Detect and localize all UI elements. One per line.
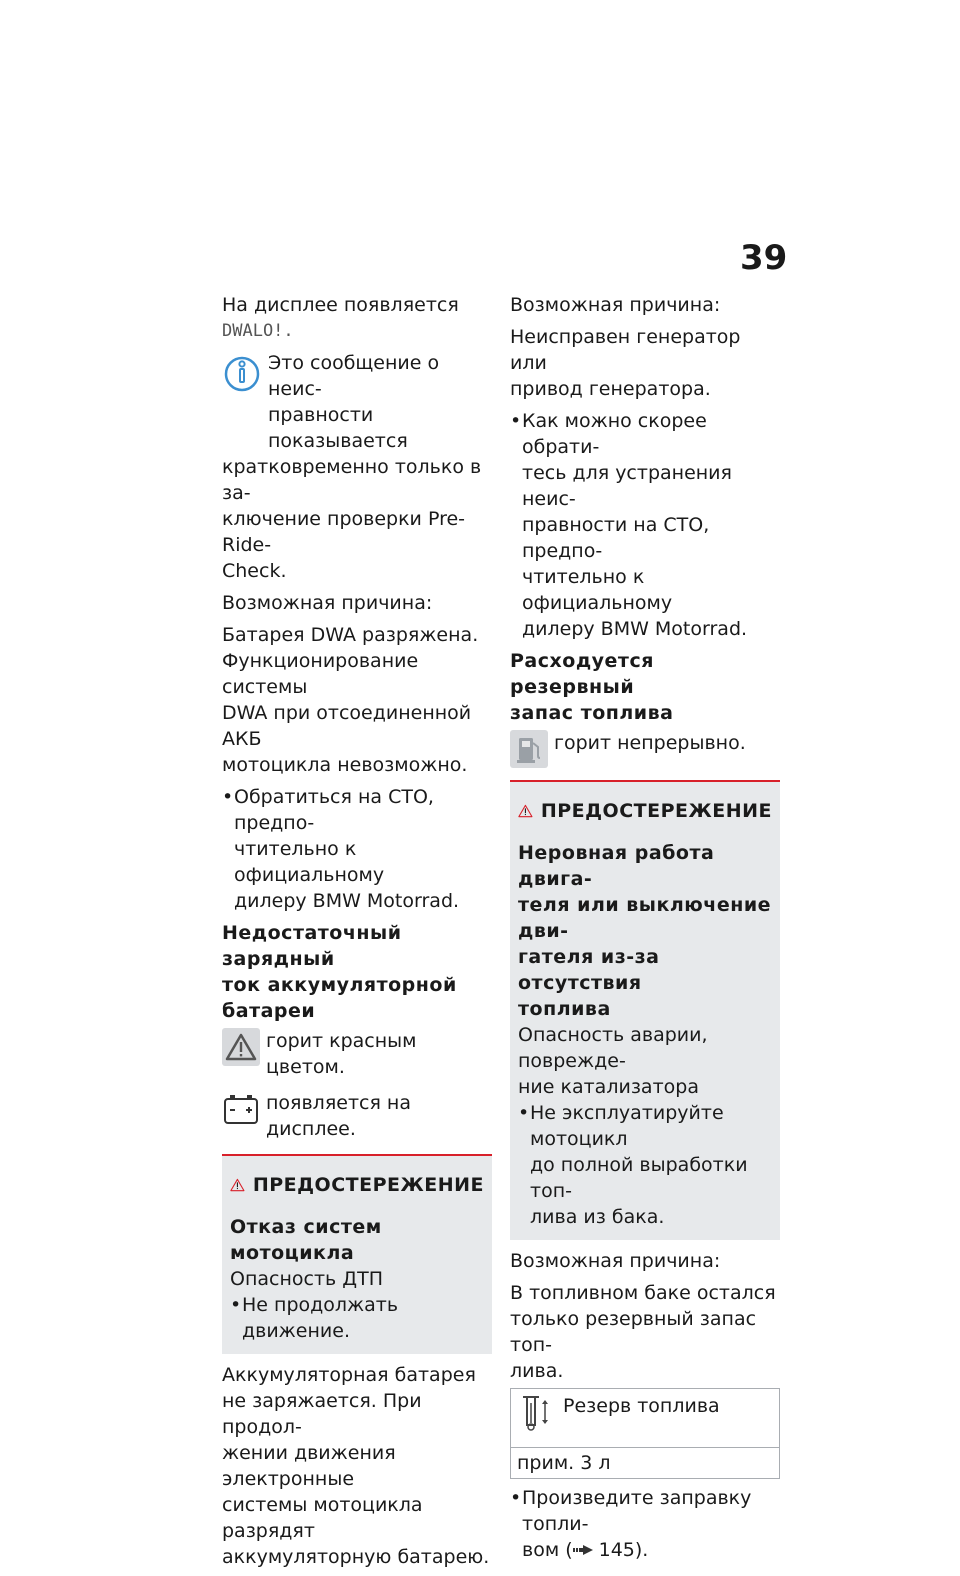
warning-action <box>518 1100 772 1230</box>
cause-line: Батарея DWA разряжена. <box>222 624 479 646</box>
spec-value: прим. 3 л <box>517 1452 611 1474</box>
cause-label: Возможная причина: <box>510 294 721 316</box>
cause-line: лива. <box>510 1360 564 1382</box>
bullet-line: • Произведите заправку топли- <box>522 1487 752 1535</box>
warning-label: ПРЕДОСТЕРЕЖЕНИЕ <box>540 800 772 822</box>
right-column <box>510 292 780 1569</box>
tail-line: системы мотоцикла разрядят <box>222 1494 423 1542</box>
bullet-line: правности на СТО, предпо- <box>522 514 710 562</box>
text-fragment: ). <box>634 1539 649 1561</box>
bullet-item <box>510 408 780 642</box>
cause-text <box>222 622 492 778</box>
bullet-line: чтительно к официальному <box>522 566 673 614</box>
cause-label: Возможная причина: <box>510 1250 721 1272</box>
subtitle-line: теля или выключение дви- <box>518 894 772 942</box>
tail-line: жении движения электронные <box>222 1442 396 1490</box>
subtitle-line: топлива <box>518 998 611 1020</box>
info-icon <box>222 350 262 398</box>
bullet-line: чтительно к официальному <box>234 838 385 886</box>
bullet-item <box>510 1485 780 1563</box>
cause-line: мотоцикла невозможно. <box>222 754 468 776</box>
bullet-line: тесь для устранения неис- <box>522 462 732 510</box>
warning-title <box>518 796 772 826</box>
heading-line: Расходуется резервный <box>510 650 654 698</box>
bullet-line: дилеру BMW Motorrad. <box>522 618 748 640</box>
cause-label: Возможная причина: <box>222 592 433 614</box>
warning-hazard <box>518 1022 772 1100</box>
warning-light-row <box>222 1028 492 1080</box>
tail-line: аккумуляторную батарею. <box>222 1546 490 1568</box>
warning-action: • Не продолжать движение. <box>230 1292 484 1344</box>
cause-line: Функционирование системы <box>222 650 419 698</box>
info-note <box>222 350 492 584</box>
info-text: Это сообщение о неис- <box>268 352 440 400</box>
hazard-line: Опасность аварии, поврежде- <box>518 1024 708 1072</box>
icon-description: горит непрерывно. <box>554 732 746 754</box>
arrow-right-icon <box>573 1543 595 1557</box>
cause-text <box>510 324 780 402</box>
section-heading <box>510 648 780 726</box>
info-text: кратковременно только в за- <box>222 456 482 504</box>
warning-subtitle: Отказ систем мотоцикла <box>230 1216 382 1264</box>
cause-line: DWA при отсоединенной АКБ <box>222 702 472 750</box>
heading-line: запас топлива <box>510 702 674 724</box>
heading-line: батареи <box>222 1000 316 1022</box>
text-fragment: вом ( <box>522 1539 573 1561</box>
cause-line: только резервный запас топ- <box>510 1308 757 1356</box>
warning-title <box>230 1170 484 1200</box>
info-text: ключение проверки Pre-Ride- <box>222 508 466 556</box>
left-column <box>222 292 492 1576</box>
tail-text <box>222 1362 492 1570</box>
page-reference-link[interactable] <box>573 1537 635 1563</box>
info-text: Check. <box>222 560 287 582</box>
bullet-line: • Обратиться на СТО, предпо- <box>234 786 434 834</box>
page-reference: 145 <box>598 1539 635 1561</box>
intro-text <box>222 292 492 344</box>
icon-description: появляется на дисплее. <box>266 1092 411 1140</box>
cause-text <box>510 1280 780 1384</box>
battery-row <box>222 1090 492 1142</box>
action-line: • Не эксплуатируйте мотоцикл <box>530 1102 724 1150</box>
fuel-pump-icon <box>510 730 548 768</box>
bullet-line <box>522 1537 780 1563</box>
intro-line: На дисплее появляется <box>222 294 459 316</box>
heading-line: Недостаточный зарядный <box>222 922 402 970</box>
spec-label: Резерв топлива <box>563 1395 720 1417</box>
fuel-light-row <box>510 730 780 768</box>
hazard-line: ние катализатора <box>518 1076 699 1098</box>
spec-table <box>510 1388 780 1479</box>
bullet-line: • Как можно скорее обрати- <box>522 410 707 458</box>
display-code: DWALO!. <box>222 321 294 341</box>
subtitle-line: Неровная работа двига- <box>518 842 715 890</box>
tail-line: не заряжается. При продол- <box>222 1390 422 1438</box>
subtitle-line: гателя из-за отсутствия <box>518 946 660 994</box>
warning-icon <box>230 1170 245 1200</box>
bullet-item <box>222 784 492 914</box>
warning-box <box>510 780 780 1240</box>
warning-box <box>222 1154 492 1354</box>
warning-label: ПРЕДОСТЕРЕЖЕНИЕ <box>252 1174 484 1196</box>
fuel-gauge-icon <box>517 1393 553 1433</box>
warning-hazard: Опасность ДТП <box>230 1268 384 1290</box>
page-number: 39 <box>740 238 788 278</box>
tail-line: Аккумуляторная батарея <box>222 1364 476 1386</box>
info-text: правности показывается <box>268 404 408 452</box>
heading-line: ток аккумуляторной <box>222 974 457 996</box>
cause-line: В топливном баке остался <box>510 1282 776 1304</box>
battery-icon <box>222 1090 260 1128</box>
cause-line: Неисправен генератор или <box>510 326 741 374</box>
action-line: лива из бака. <box>530 1206 665 1228</box>
spec-header <box>511 1389 779 1448</box>
warning-triangle-icon <box>222 1028 260 1066</box>
cause-line: привод генератора. <box>510 378 711 400</box>
bullet-line: дилеру BMW Motorrad. <box>234 890 460 912</box>
action-line: до полной выработки топ- <box>530 1154 748 1202</box>
warning-subtitle <box>518 840 772 1022</box>
icon-description: горит красным цветом. <box>266 1030 417 1078</box>
warning-icon <box>518 796 533 826</box>
section-heading <box>222 920 492 1024</box>
